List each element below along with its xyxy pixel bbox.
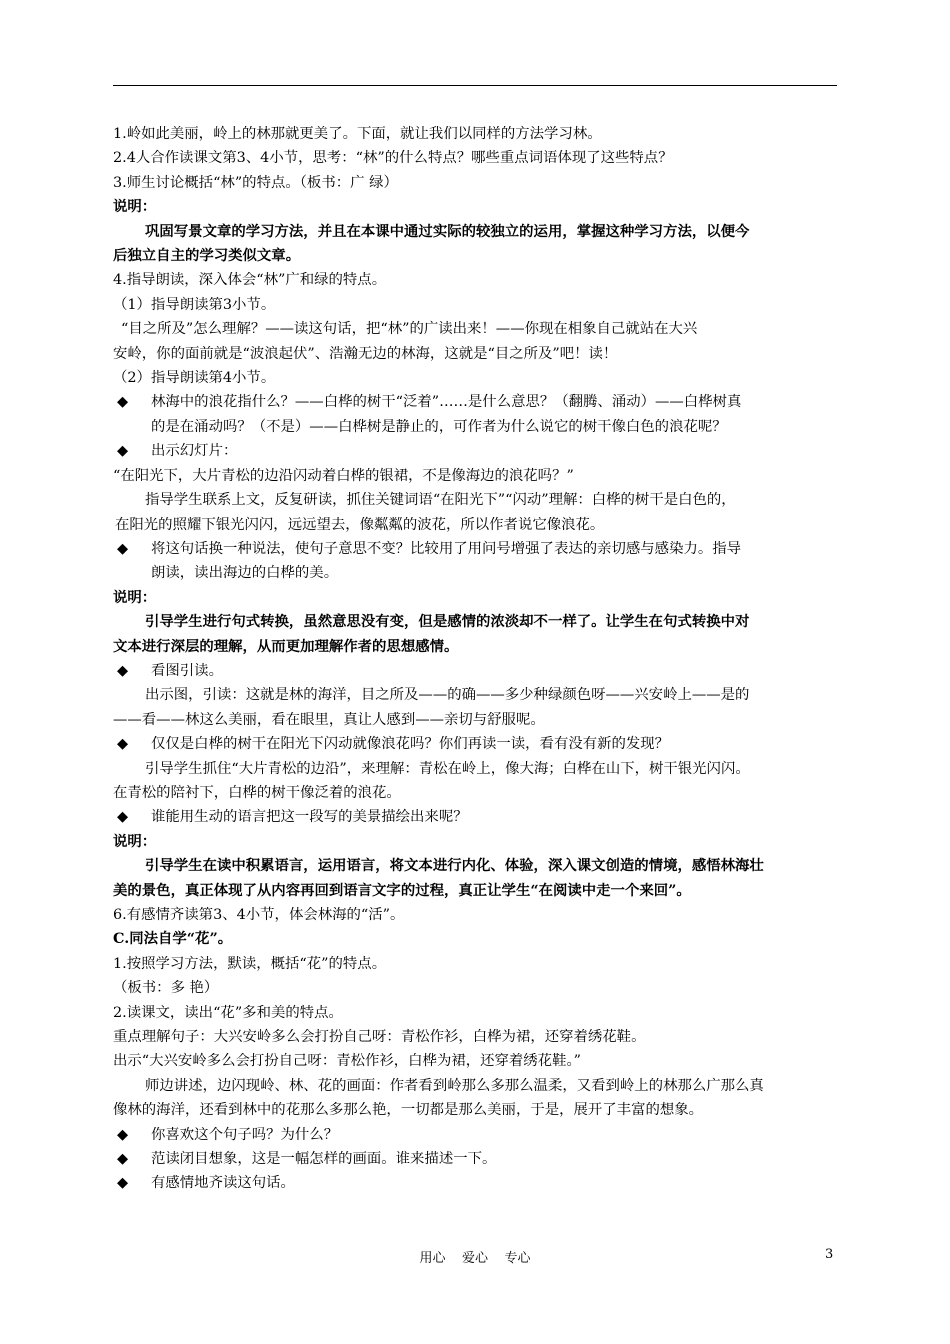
bullet-text: 范读闭目想象，这是一幅怎样的画面。谁来描述一下。 xyxy=(151,1151,497,1168)
diamond-bullet-icon: ◆ xyxy=(117,1126,129,1143)
bullet-text: 出示幻灯片： xyxy=(151,443,238,460)
diamond-bullet-icon: ◆ xyxy=(117,1175,129,1192)
diamond-bullet-icon: ◆ xyxy=(117,662,129,679)
text-line: 安岭，你的面前就是“波浪起伏”、浩瀚无边的林海，这就是“目之所及”吧！读！ xyxy=(113,345,618,362)
note-heading: 说明： xyxy=(113,832,157,850)
bullet-item xyxy=(113,732,841,756)
note-text: 美的景色，真正体现了从内容再回到语言文字的过程，真正让学生“在阅读中走一个来回”。 xyxy=(113,881,691,899)
bullet-item xyxy=(113,805,841,829)
diamond-bullet-icon: ◆ xyxy=(117,394,129,411)
text-line: 3.师生讨论概括“林”的特点。（板书：广 绿） xyxy=(113,174,398,191)
bullet-item xyxy=(113,1123,841,1147)
text-line: 的是在涌动吗？（不是）——白桦树是静止的，可作者为什么说它的树干像白色的浪花呢？ xyxy=(151,418,727,435)
bullet-text: 你喜欢这个句子吗？为什么？ xyxy=(151,1126,339,1143)
text-line: “目之所及”怎么理解？——读这句话，把“林”的广读出来！——你现在相象自己就站在大兴 xyxy=(121,321,698,338)
diamond-bullet-icon: ◆ xyxy=(117,540,129,557)
bullet-item xyxy=(113,659,841,683)
text-line: 6.有感情齐读第3、4小节，体会林海的“活”。 xyxy=(113,907,405,923)
text-line: 引导学生抓住“大片青松的边沿”，来理解：青松在岭上，像大海；白桦在山下，树干银光闪闪。 xyxy=(145,760,750,777)
bullet-text: 将这句话换一种说法，使句子意思不变？比较用了用问号增强了表达的亲切感与感染力。指导 xyxy=(151,540,742,557)
note-text: 引导学生进行句式转换，虽然意思没有变，但是感情的浓淡却不一样了。让学生在句式转换中对 xyxy=(145,613,750,631)
text-line: 重点理解句子：大兴安岭多么会打扮自己呀：青松作衫，白桦为裙，还穿着绣花鞋。 xyxy=(113,1029,646,1046)
bullet-item xyxy=(113,1171,841,1195)
bullet-text: 林海中的浪花指什么？——白桦的树干“泛着”……是什么意思？（翻腾、涌动）——白桦树真 xyxy=(151,394,742,411)
note-text: 巩固写景文章的学习方法，并且在本课中通过实际的较独立的运用，掌握这种学习方法，以便今 xyxy=(145,222,750,240)
text-line: 在阳光的照耀下银光闪闪，远远望去，像粼粼的波花，所以作者说它像浪花。 xyxy=(115,516,605,533)
bullet-text: 仅仅是白桦的树干在阳光下闪动就像浪花吗？你们再读一读，看有没有新的发现？ xyxy=(151,736,670,753)
text-line: 在青松的陪衬下，白桦的树干像泛着的浪花。 xyxy=(113,784,401,801)
diamond-bullet-icon: ◆ xyxy=(117,809,129,826)
note-text: 后独立自主的学习类似文章。 xyxy=(113,247,301,265)
text-line: 像林的海洋，还看到林中的花那么多那么艳，一切都是那么美丽，于是，展开了丰富的想象。 xyxy=(113,1102,704,1119)
bullet-text: 看图引读。 xyxy=(151,662,223,679)
footer-motto: 用心 爱心 专心 xyxy=(419,1251,531,1266)
text-line: 2.4人合作读课文第3、4小节，思考：“林”的什么特点？哪些重点词语体现了这些特点？ xyxy=(113,150,673,167)
text-line: （2）指导朗读第4小节。 xyxy=(113,370,276,387)
bullet-item xyxy=(113,1147,841,1171)
text-line: ——看——林这么美丽，看在眼里，真让人感到——亲切与舒服呢。 xyxy=(113,711,545,728)
bullet-text: 谁能用生动的语言把这一段写的美景描绘出来呢？ xyxy=(151,809,468,826)
text-line: “在阳光下，大片青松的边沿闪动着白桦的银裙，不是像海边的浪花吗？” xyxy=(113,467,574,484)
text-line: 师边讲述，边闪现岭、林、花的画面：作者看到岭那么多那么温柔，又看到岭上的林那么广那么真 xyxy=(145,1077,764,1094)
text-line: 朗读，读出海边的白桦的美。 xyxy=(151,565,339,582)
note-text: 引导学生在读中积累语言，运用语言，将文本进行内化、体验，深入课文创造的情境，感悟林海壮 xyxy=(145,857,764,875)
bullet-text: 有感情地齐读这句话。 xyxy=(151,1175,295,1192)
text-line: 出示图，引读：这就是林的海洋，目之所及——的确——多少种绿颜色呀——兴安岭上——是的 xyxy=(145,687,750,704)
bullet-item xyxy=(113,390,841,414)
diamond-bullet-icon: ◆ xyxy=(117,736,129,753)
note-heading: 说明： xyxy=(113,588,157,606)
header-rule xyxy=(113,85,837,86)
text-line: 1.按照学习方法，默读，概括“花”的特点。 xyxy=(113,955,387,972)
text-line: 指导学生联系上文，反复研读，抓住关键词语“在阳光下”“闪动”理解：白桦的树干是白色的， xyxy=(145,492,736,509)
bullet-item xyxy=(113,439,841,463)
text-line: 2.读课文，读出“花”多和美的特点。 xyxy=(113,1004,343,1021)
note-heading: 说明： xyxy=(113,198,157,216)
document-body xyxy=(113,122,841,1196)
page-number: 3 xyxy=(825,1247,834,1262)
note-text: 文本进行深层的理解，从而更加理解作者的思想感情。 xyxy=(113,637,459,655)
text-line: 1.岭如此美丽，岭上的林那就更美了。下面，就让我们以同样的方法学习林。 xyxy=(113,126,602,142)
section-heading: C.同法自学“花”。 xyxy=(113,930,233,948)
text-line: 4.指导朗读，深入体会“林”广和绿的特点。 xyxy=(113,272,387,289)
diamond-bullet-icon: ◆ xyxy=(117,1151,129,1168)
bullet-item xyxy=(113,537,841,561)
text-line: （1）指导朗读第3小节。 xyxy=(113,296,276,313)
text-line: 出示“大兴安岭多么会打扮自己呀：青松作衫，白桦为裙，还穿着绣花鞋。” xyxy=(113,1053,582,1070)
text-line: （板书：多 艳） xyxy=(113,980,219,997)
diamond-bullet-icon: ◆ xyxy=(117,443,129,460)
